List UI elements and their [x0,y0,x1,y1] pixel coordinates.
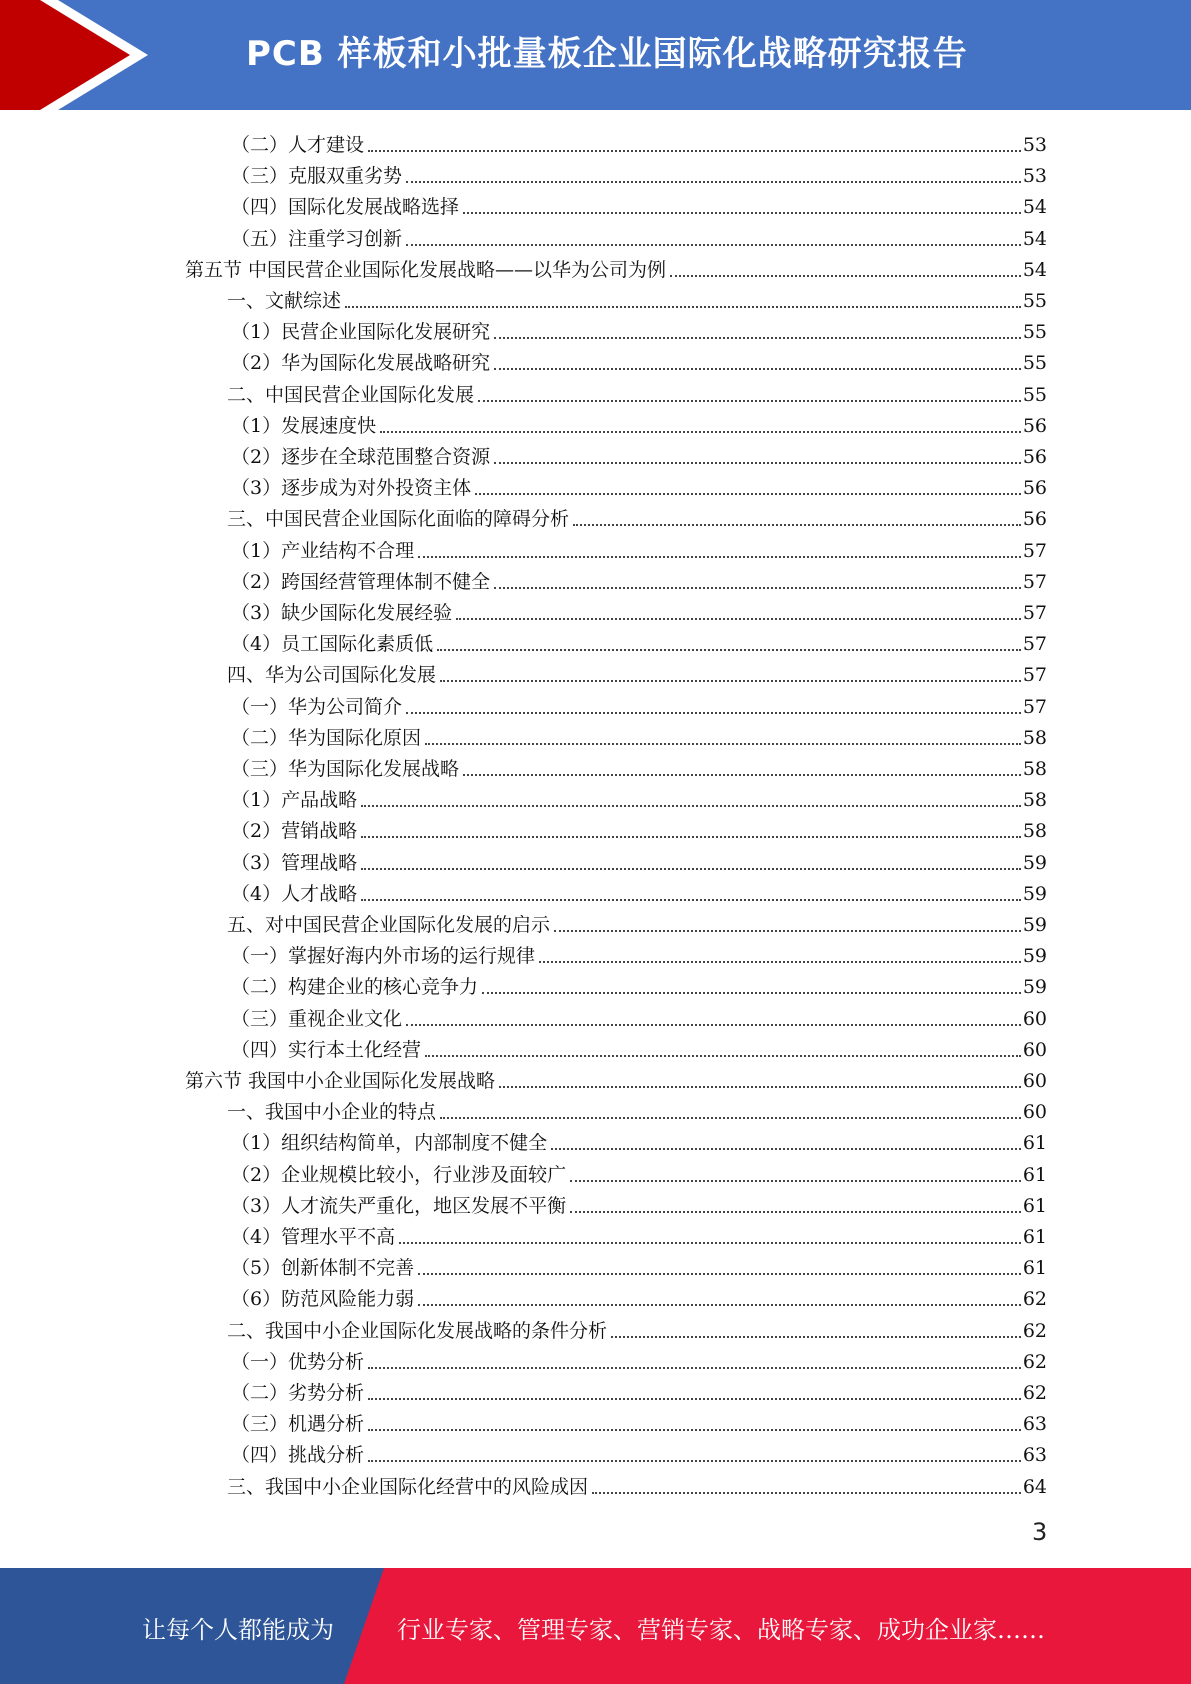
toc-entry-page: 63 [1022,1413,1047,1436]
toc-entry-label: 二、我国中小企业国际化发展战略的条件分析 [227,1319,608,1342]
footer-slogan-left: 让每个人都能成为 [142,1616,334,1644]
toc-entry[interactable] [231,313,1047,344]
toc-dot-leader [368,1398,1021,1400]
toc-entry-label: （3）逐步成为对外投资主体 [231,477,472,500]
toc-entry[interactable] [231,1000,1047,1031]
toc-entry-page: 62 [1022,1350,1047,1373]
toc-entry-page: 61 [1022,1226,1047,1248]
toc-entry[interactable] [185,251,1047,282]
toc-dot-leader [399,1242,1021,1244]
toc-entry-page: 58 [1022,726,1047,749]
toc-entry[interactable] [231,781,1047,812]
toc-entry-label: （4）员工国际化素质低 [231,633,434,656]
toc-entry-label: （1）产业结构不合理 [231,539,415,562]
toc-entry[interactable] [231,594,1047,625]
toc-dot-leader [494,587,1021,589]
toc-entry-page: 63 [1022,1444,1047,1467]
toc-entry-page: 62 [1022,1319,1047,1342]
toc-entry-page: 55 [1022,352,1047,375]
toc-dot-leader [440,680,1021,682]
toc-entry[interactable] [231,1436,1047,1467]
toc-entry[interactable] [231,1156,1047,1187]
toc-entry-label: 五、对中国民营企业国际化发展的启示 [227,914,551,936]
toc-dot-leader [361,868,1021,870]
toc-entry-page: 54 [1022,258,1047,281]
toc-dot-leader [570,1211,1021,1213]
toc-dot-leader [475,493,1021,495]
page-footer [0,1568,1191,1684]
toc-entry-page: 59 [1022,914,1047,936]
toc-entry[interactable] [227,1468,1047,1499]
toc-entry[interactable] [231,1031,1047,1062]
toc-entry[interactable] [227,656,1047,687]
toc-dot-leader [478,400,1021,402]
toc-dot-leader [494,368,1021,370]
toc-entry-label: （4）人才战略 [231,882,358,905]
toc-entry-page: 62 [1022,1288,1047,1311]
toc-entry-label: 二、中国民营企业国际化发展 [227,383,475,406]
toc-entry-label: （四）实行本土化经营 [231,1038,422,1061]
toc-entry-label: 三、中国民营企业国际化面临的障碍分析 [227,508,570,531]
toc-entry-page: 58 [1022,758,1047,780]
toc-dot-leader [456,618,1021,620]
toc-entry-page: 60 [1022,1101,1047,1124]
toc-entry-page: 61 [1022,1132,1047,1155]
toc-entry[interactable] [231,1280,1047,1311]
toc-entry-label: （2）企业规模比较小，行业涉及面较广 [231,1163,567,1186]
toc-dot-leader [361,899,1021,901]
toc-entry-label: （2）跨国经营管理体制不健全 [231,570,491,593]
toc-dot-leader [437,649,1021,651]
toc-dot-leader [463,212,1021,214]
toc-dot-leader [554,930,1021,932]
toc-entry-label: （1）组织结构简单，内部制度不健全 [231,1132,548,1155]
toc-entry-page: 61 [1022,1194,1047,1217]
toc-entry-label: （二）劣势分析 [231,1382,365,1404]
toc-dot-leader [361,805,1021,807]
toc-dot-leader [345,306,1021,308]
toc-entry[interactable] [185,1062,1047,1093]
toc-entry-page: 58 [1022,820,1047,843]
toc-entry-label: 一、文献综述 [227,290,342,312]
toc-entry-label: （1）民营企业国际化发展研究 [231,321,491,344]
toc-dot-leader [418,1273,1021,1275]
toc-entry[interactable] [231,688,1047,719]
document-title: PCB 样板和小批量板企业国际化战略研究报告 [246,34,968,74]
toc-dot-leader [499,1086,1021,1088]
toc-dot-leader [494,337,1021,339]
toc-entry[interactable] [231,1405,1047,1436]
toc-entry[interactable] [231,438,1047,469]
toc-entry-page: 56 [1022,414,1047,437]
toc-entry[interactable] [231,1249,1047,1280]
toc-entry[interactable] [227,500,1047,531]
toc-entry[interactable] [231,968,1047,999]
toc-entry-page: 61 [1022,1163,1047,1186]
toc-dot-leader [406,181,1021,183]
toc-dot-leader [539,961,1021,963]
toc-entry-page: 55 [1022,290,1047,312]
toc-entry[interactable] [227,1093,1047,1124]
toc-entry-label: （4）管理水平不高 [231,1226,396,1248]
toc-entry-page: 58 [1022,789,1047,812]
toc-entry-label: （三）重视企业文化 [231,1007,403,1030]
toc-entry[interactable] [231,188,1047,219]
toc-entry[interactable] [231,750,1047,781]
toc-dot-leader [406,1024,1021,1026]
toc-entry-label: （三）机遇分析 [231,1413,365,1436]
toc-entry-label: （3）人才流失严重化，地区发展不平衡 [231,1194,567,1217]
toc-entry-label: 第五节 中国民营企业国际化发展战略——以华为公司为例 [185,258,667,281]
toc-entry-label: （五）注重学习创新 [231,227,403,250]
toc-dot-leader [368,1460,1021,1462]
toc-dot-leader [418,556,1021,558]
toc-dot-leader [380,431,1021,433]
footer-slogan-right: 行业专家、管理专家、营销专家、战略专家、成功企业家…… [397,1616,1045,1644]
toc-entry-page: 53 [1022,165,1047,188]
toc-entry[interactable] [231,126,1047,157]
toc-entry-label: （2）华为国际化发展战略研究 [231,352,491,375]
toc-entry-page: 56 [1022,508,1047,531]
toc-entry-page: 57 [1022,664,1047,687]
toc-dot-leader [482,992,1021,994]
toc-entry[interactable] [231,1218,1047,1249]
toc-dot-leader [440,1117,1021,1119]
toc-entry-label: （3）缺少国际化发展经验 [231,602,453,624]
toc-entry[interactable] [231,1187,1047,1218]
toc-entry-page: 56 [1022,477,1047,500]
toc-entry-label: （3）管理战略 [231,851,358,874]
toc-dot-leader [406,244,1021,246]
toc-entry-page: 64 [1022,1475,1047,1498]
toc-entry[interactable] [231,844,1047,875]
toc-entry-page: 60 [1022,1007,1047,1030]
toc-dot-leader [368,1367,1021,1369]
toc-entry-page: 57 [1022,539,1047,562]
toc-entry[interactable] [231,344,1047,375]
toc-entry-label: （三）克服双重劣势 [231,165,403,188]
toc-entry-label: （一）华为公司简介 [231,695,403,718]
toc-entry-page: 53 [1022,134,1047,156]
toc-entry-page: 59 [1022,882,1047,905]
toc-entry[interactable] [231,469,1047,500]
toc-entry-page: 56 [1022,446,1047,468]
toc-dot-leader [611,1336,1021,1338]
toc-entry-label: （三）华为国际化发展战略 [231,758,460,780]
toc-entry[interactable] [231,1343,1047,1374]
toc-dot-leader [425,743,1021,745]
toc-dot-leader [551,1148,1021,1150]
toc-dot-leader [463,774,1021,776]
toc-entry-label: （二）人才建设 [231,134,365,156]
toc-entry-page: 60 [1022,1038,1047,1061]
toc-entry-page: 61 [1022,1257,1047,1280]
toc-dot-leader [425,1055,1021,1057]
toc-entry-page: 59 [1022,851,1047,874]
page-number: 3 [1032,1518,1048,1546]
toc-entry[interactable] [231,563,1047,594]
toc-entry-label: （四）挑战分析 [231,1444,365,1467]
toc-entry[interactable] [231,812,1047,843]
toc-dot-leader [592,1492,1021,1494]
toc-dot-leader [670,275,1021,277]
toc-entry[interactable] [231,407,1047,438]
toc-entry[interactable] [231,719,1047,750]
toc-entry-page: 54 [1022,227,1047,250]
toc-entry-page: 57 [1022,633,1047,656]
toc-entry-page: 59 [1022,945,1047,968]
toc-dot-leader [573,524,1021,526]
toc-entry-label: （一）掌握好海内外市场的运行规律 [231,945,536,968]
toc-entry[interactable] [231,625,1047,656]
toc-entry-label: （5）创新体制不完善 [231,1257,415,1280]
toc-dot-leader [418,1304,1021,1306]
toc-entry-label: 第六节 我国中小企业国际化发展战略 [185,1070,496,1092]
toc-entry-page: 60 [1022,1070,1047,1092]
toc-entry-page: 57 [1022,695,1047,718]
toc-entry-label: 一、我国中小企业的特点 [227,1101,437,1124]
toc-entry[interactable] [227,282,1047,313]
toc-entry-label: （2）逐步在全球范围整合资源 [231,446,491,468]
toc-entry-page: 55 [1022,383,1047,406]
toc-entry-page: 57 [1022,570,1047,593]
toc-entry-page: 55 [1022,321,1047,344]
toc-entry-label: （1）产品战略 [231,789,358,812]
toc-dot-leader [570,1180,1021,1182]
toc-entry[interactable] [227,1312,1047,1343]
toc-entry-label: （1）发展速度快 [231,414,377,437]
toc-entry-page: 59 [1022,976,1047,999]
toc-dot-leader [368,150,1021,152]
toc-dot-leader [406,712,1021,714]
toc-entry[interactable] [231,1124,1047,1155]
toc-entry[interactable] [227,906,1047,937]
toc-entry[interactable] [231,532,1047,563]
toc-entry-label: （二）构建企业的核心竞争力 [231,976,479,999]
toc-entry-label: 四、华为公司国际化发展 [227,664,437,687]
toc-entry-page: 62 [1022,1382,1047,1404]
toc-entry-page: 54 [1022,196,1047,219]
page-header [0,0,1191,110]
toc-dot-leader [368,1429,1021,1431]
toc-entry[interactable] [231,875,1047,906]
toc-entry-label: （一）优势分析 [231,1350,365,1373]
toc-entry[interactable] [231,220,1047,251]
toc-entry[interactable] [231,937,1047,968]
toc-entry-label: （6）防范风险能力弱 [231,1288,415,1311]
toc-entry-label: （四）国际化发展战略选择 [231,196,460,219]
toc-dot-leader [494,462,1021,464]
toc-entry-label: （2）营销战略 [231,820,358,843]
toc-entry-page: 57 [1022,602,1047,624]
toc-entry-label: （二）华为国际化原因 [231,726,422,749]
toc-entry[interactable] [227,376,1047,407]
toc-entry-label: 三、我国中小企业国际化经营中的风险成因 [227,1475,589,1498]
toc-dot-leader [361,836,1021,838]
toc-entry[interactable] [231,157,1047,188]
toc-entry[interactable] [231,1374,1047,1405]
